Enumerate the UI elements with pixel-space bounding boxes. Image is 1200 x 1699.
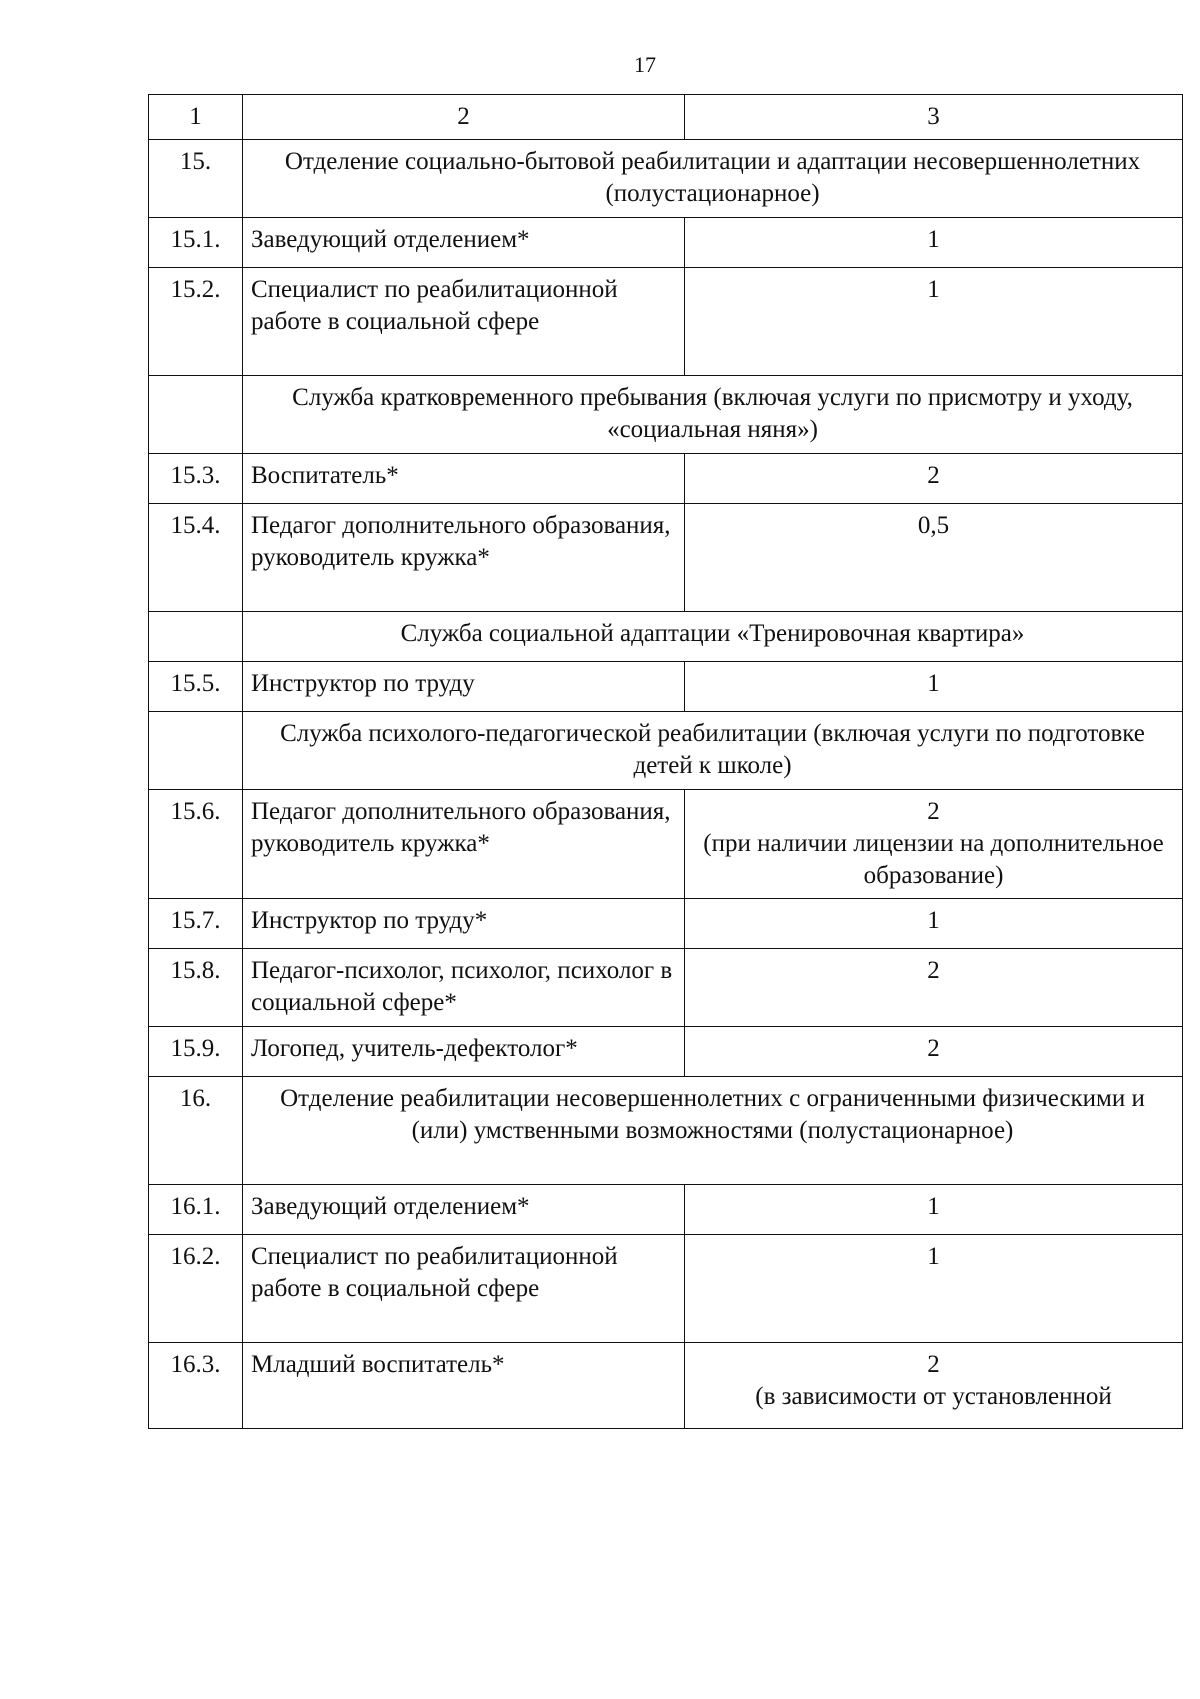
table-row: [149, 1185, 1183, 1235]
staff-count: 0,5: [917, 512, 950, 539]
staff-count-cell: [685, 899, 1183, 949]
staff-count: 1: [927, 1243, 940, 1270]
row-number: 15.6.: [149, 790, 243, 899]
position-name: Педагог-психолог, психолог, психолог в социальной сфере*: [243, 949, 685, 1027]
table-row: [149, 1343, 1183, 1429]
row-number: 16.3.: [149, 1343, 243, 1429]
staff-count: 1: [927, 907, 940, 934]
service-title: Служба психолого-педагогической реабилитации (включая услуги по подготовке детей к школе): [243, 712, 1183, 790]
row-number: 15.4.: [149, 504, 243, 612]
staff-count-cell: [685, 662, 1183, 712]
position-name: Воспитатель*: [243, 454, 685, 504]
staff-count-cell: [685, 949, 1183, 1027]
section-title: Отделение реабилитации несовершеннолетних с ограниченными физическими и (или) умственными возможностями (полустационарное): [243, 1077, 1183, 1185]
section-title: Отделение социально-бытовой реабилитации и адаптации несовершеннолетних (полустационарное): [243, 140, 1183, 218]
table-row: [149, 899, 1183, 949]
staff-count-note: (в зависимости от установленной: [755, 1383, 1112, 1410]
staff-count: 1: [927, 1193, 940, 1220]
row-number: 15.9.: [149, 1027, 243, 1077]
row-number: 15.1.: [149, 218, 243, 268]
page-number: 17: [634, 52, 656, 77]
row-number: 15.5.: [149, 662, 243, 712]
staff-count: 1: [927, 276, 940, 303]
staff-count: 2: [927, 462, 940, 489]
service-title: Служба кратковременного пребывания (включая услуги по присмотру и уходу, «социальная няня»): [243, 376, 1183, 454]
table-row: [149, 949, 1183, 1027]
column-header-1: 1: [149, 95, 243, 140]
table-row: [149, 1027, 1183, 1077]
staff-count-cell: [685, 790, 1183, 899]
row-number: [149, 376, 243, 454]
column-header-3: 3: [685, 95, 1183, 140]
staff-count-cell: [685, 1027, 1183, 1077]
table-row: [149, 1235, 1183, 1343]
staff-count: 2: [927, 1351, 940, 1378]
table-row: [149, 790, 1183, 899]
row-number: [149, 612, 243, 662]
position-name: Инструктор по труду*: [243, 899, 685, 949]
column-header-2: 2: [243, 95, 685, 140]
position-name: Педагог дополнительного образования, руководитель кружка*: [243, 504, 685, 612]
table-row: [149, 218, 1183, 268]
table-row: [149, 504, 1183, 612]
row-number: 16.: [149, 1077, 243, 1185]
staff-count-cell: [685, 454, 1183, 504]
row-number: 15.7.: [149, 899, 243, 949]
staff-count-cell: [685, 1235, 1183, 1343]
position-name: Заведующий отделением*: [243, 1185, 685, 1235]
staff-count: 1: [927, 670, 940, 697]
staff-count-cell: [685, 1343, 1183, 1429]
position-name: Младший воспитатель*: [243, 1343, 685, 1429]
service-row: [149, 612, 1183, 662]
row-number: 15.3.: [149, 454, 243, 504]
staff-count: 2: [927, 957, 940, 984]
service-row: [149, 712, 1183, 790]
staff-count-cell: [685, 218, 1183, 268]
table-row: [149, 268, 1183, 376]
row-number: 15.: [149, 140, 243, 218]
table-header-row: [149, 95, 1183, 140]
row-number: [149, 712, 243, 790]
position-name: Специалист по реабилитационной работе в социальной сфере: [243, 1235, 685, 1343]
staff-count: 1: [927, 226, 940, 253]
staff-count-cell: [685, 268, 1183, 376]
position-name: Педагог дополнительного образования, руководитель кружка*: [243, 790, 685, 899]
position-name: Заведующий отделением*: [243, 218, 685, 268]
row-number: 15.8.: [149, 949, 243, 1027]
staff-table: [148, 94, 1183, 1429]
row-number: 16.2.: [149, 1235, 243, 1343]
service-title: Служба социальной адаптации «Тренировочная квартира»: [243, 612, 1183, 662]
position-name: Инструктор по труду: [243, 662, 685, 712]
staff-count-cell: [685, 1185, 1183, 1235]
row-number: 16.1.: [149, 1185, 243, 1235]
staff-count: 2: [927, 1035, 940, 1062]
section-row: [149, 1077, 1183, 1185]
table-row: [149, 454, 1183, 504]
table-row: [149, 662, 1183, 712]
position-name: Логопед, учитель-дефектолог*: [243, 1027, 685, 1077]
position-name: Специалист по реабилитационной работе в социальной сфере: [243, 268, 685, 376]
section-row: [149, 140, 1183, 218]
staff-count-cell: [685, 504, 1183, 612]
staff-count-note: (при наличии лицензии на дополнительное образование): [703, 830, 1164, 889]
staff-count: 2: [927, 798, 940, 825]
service-row: [149, 376, 1183, 454]
row-number: 15.2.: [149, 268, 243, 376]
